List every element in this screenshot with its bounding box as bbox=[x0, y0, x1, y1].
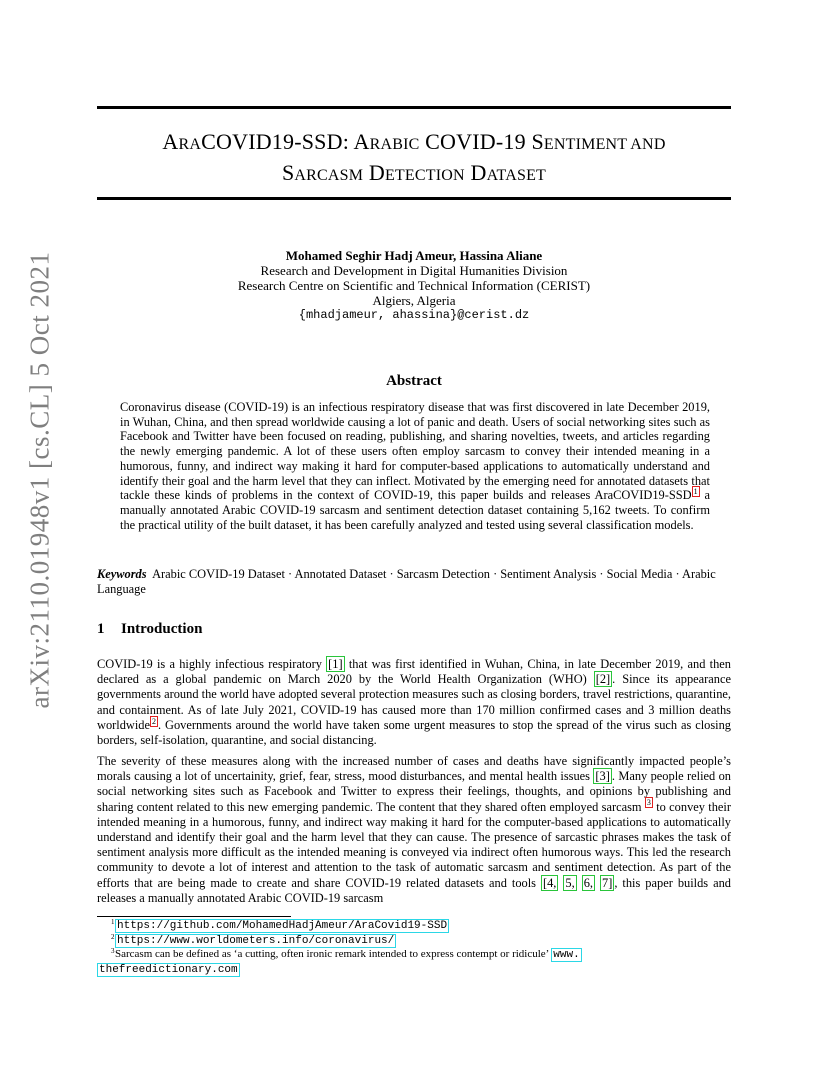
arxiv-identifier: arXiv:2110.01948v1 [cs.CL] 5 Oct 2021 bbox=[24, 251, 55, 709]
footnote-1 bbox=[97, 919, 731, 934]
footnote-link-worldometers[interactable]: https://www.worldometers.info/coronavirus/ bbox=[117, 934, 395, 947]
section-number: 1 bbox=[97, 621, 105, 637]
footnote-3-continued bbox=[97, 963, 731, 978]
text-run: . Many people relied on social networking sites such as Facebook and Twitter to express their feelings, thoughts, and opinions by publishing and sharing content related to this new emerging pandemic. The content that they shared often employed sarcasm bbox=[97, 769, 731, 814]
footnote-ref-3[interactable]: 3 bbox=[646, 798, 651, 808]
footnote-link-github[interactable]: https://github.com/MohamedHadjAmeur/AraCovid19-SSD bbox=[117, 920, 448, 932]
footnote-2 bbox=[97, 934, 731, 949]
title-segment: COVID-19 S bbox=[419, 129, 544, 154]
title-segment: RA bbox=[178, 136, 202, 153]
title-segment: S bbox=[281, 160, 295, 185]
author-names: Mohamed Seghir Hadj Ameur, Hassina Aliane bbox=[285, 248, 543, 263]
citation-link[interactable]: [2] bbox=[595, 672, 611, 687]
abstract-text-part-a: Coronavirus disease (COVID-19) is an infectious respiratory disease that was first discovered in late December 2019, in Wuhan, China, and then spread worldwide causing a lot of panic and death. Users of social networking sites such as Facebook and Twitter have been focused on reading, publishing, and sharing novelties, tweets, and articles regarding the newly emerging pandemic. A lot of these users often employ sarcasm to convey their intended meaning in a humorous, funny, and indirect way making it hard for computer-based applications to automatically understand and identify their goal and the harm level that they can inflect. Motivated by the emerging need for annotated datasets that tackle these kinds of problems in the context of COVID-19, this paper builds and releases AraCOVID19-SSD bbox=[120, 400, 710, 503]
affiliation-location: Algiers, Algeria bbox=[372, 293, 456, 308]
footnote-link-dictionary-a[interactable]: www. bbox=[553, 949, 580, 962]
title-segment: ATASET bbox=[486, 167, 547, 184]
title-segment: ARCASM bbox=[294, 167, 364, 184]
title-segment: D bbox=[464, 160, 487, 185]
footnote-separator bbox=[97, 916, 291, 917]
title-line-2 bbox=[97, 159, 731, 190]
title-segment: A bbox=[162, 129, 179, 154]
abstract-text-part-b: a manually annotated Arabic COVID-19 sarcasm and sentiment detection dataset containing 5,162 tweets. To confirm the practical utility of the built dataset, it has been carefully analyzed and tested using several classification models. bbox=[120, 488, 710, 532]
footnote-ref-2[interactable]: 2 bbox=[152, 716, 156, 726]
title-segment: RABIC bbox=[369, 136, 420, 153]
citation-link[interactable]: [4, bbox=[542, 875, 557, 890]
footnote-number: 2 bbox=[111, 932, 115, 941]
title-segment: ENTIMENT AND bbox=[543, 136, 666, 153]
footnotes bbox=[97, 919, 731, 977]
author-emails[interactable]: {mhadjameur, ahassina}@cerist.dz bbox=[298, 308, 530, 322]
text-run: . Governments around the world have taken some urgent measures to stop the spread of the virus such as closing borders, self-isolation, quarantine, and social distancing. bbox=[97, 717, 731, 748]
section-heading-introduction bbox=[97, 621, 202, 638]
paper-title bbox=[97, 128, 731, 190]
title-line-1 bbox=[97, 128, 731, 159]
section-title: Introduction bbox=[121, 621, 203, 637]
keywords-label: Keywords bbox=[97, 567, 147, 581]
text-run: . Since its appearance governments around the world have adopted several protection measures such as closing borders, travel restrictions, quarantine, and containment. As of late July 2021, COVID-19 has caused more than 170 million confirmed cases and 3 million deaths worldwide bbox=[97, 672, 731, 732]
affiliation-centre: Research Centre on Scientific and Technical Information (CERIST) bbox=[237, 278, 591, 293]
intro-paragraph-2 bbox=[97, 754, 731, 906]
affiliation-division: Research and Development in Digital Humanities Division bbox=[260, 263, 568, 278]
abstract-text bbox=[120, 400, 710, 532]
title-segment: COVID19-SSD: A bbox=[201, 129, 370, 154]
intro-paragraph-1 bbox=[97, 657, 731, 748]
keywords-list: Arabic COVID-19 Dataset · Annotated Dataset · Sarcasm Detection · Sentiment Analysis · Social Media · Arabic Language bbox=[97, 567, 716, 596]
citation-link[interactable]: 6, bbox=[583, 875, 593, 890]
abstract-heading: Abstract bbox=[386, 373, 442, 389]
citation-link[interactable]: [1] bbox=[328, 657, 343, 671]
text-run: to convey their intended meaning in a humorous, funny, and indirect way making it hard for the computer-based applications to automatically understand and identify their goal and the harm level that they can cause. The presence of sarcastic phrases makes the task of sentiment analysis more difficult as the intended meaning is conveyed via indirect often humorous ways. This led the research community to devote a lot of interest and attention to the task of automatic sarcasm and sentiment detection. As part of the efforts that are being made to create and share COVID-19 related datasets and tools bbox=[97, 799, 731, 890]
citation-link[interactable]: 5, bbox=[565, 875, 575, 890]
title-segment: ETECTION bbox=[384, 167, 465, 184]
footnote-3 bbox=[97, 948, 731, 963]
keywords bbox=[97, 567, 731, 596]
footnote-text: Sarcasm can be defined as ‘a cutting, often ironic remark intended to express contempt or ridicule’ bbox=[115, 948, 552, 961]
footnote-number: 3 bbox=[111, 947, 115, 956]
footnote-number: 1 bbox=[111, 918, 115, 926]
footnote-ref-1[interactable]: 1 bbox=[693, 487, 698, 497]
title-segment: D bbox=[363, 160, 385, 185]
citation-link[interactable]: 7] bbox=[602, 875, 613, 890]
text-run: that was first identified in Wuhan, China, in late December 2019, and then declared as a global pandemic on March 2020 by the World Health Organization (WHO) bbox=[97, 657, 731, 687]
text-run: , this paper builds and releases a manually annotated Arabic COVID-19 sarcasm bbox=[97, 875, 731, 905]
title-rule-bottom bbox=[97, 197, 731, 200]
title-rule-top bbox=[97, 106, 731, 109]
citation-link[interactable]: [3] bbox=[595, 769, 610, 784]
footnote-link-dictionary-b[interactable]: thefreedictionary.com bbox=[99, 963, 238, 976]
text-run: COVID-19 is a highly infectious respiratory bbox=[97, 657, 327, 671]
author-block bbox=[97, 248, 731, 323]
text-run: The severity of these measures along with the increased number of cases and deaths have significantly impacted people’s morals causing a lot of uncertainity, grief, fear, stress, mood disturbances, and mental health issues bbox=[97, 754, 731, 784]
